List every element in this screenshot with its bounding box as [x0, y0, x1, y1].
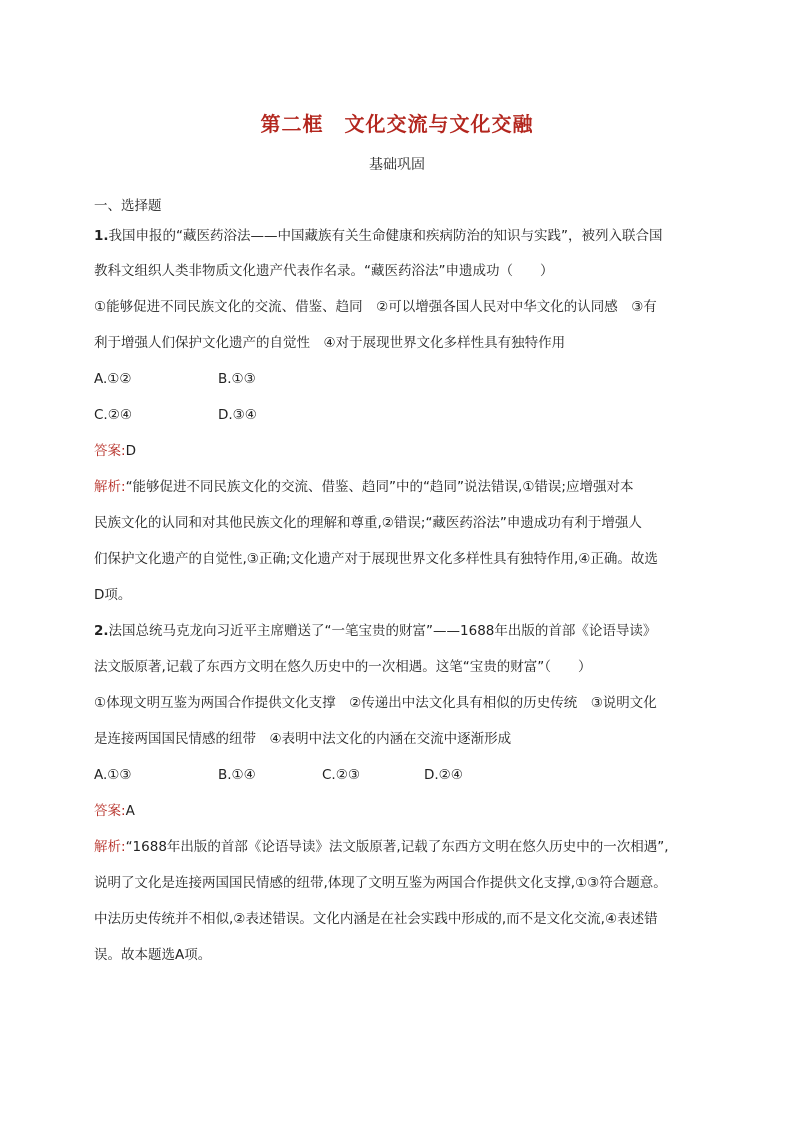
q2-analysis-label: 解析:: [94, 839, 126, 855]
section-heading: 一、选择题: [94, 198, 162, 214]
q2-analysis-line1: 解析:“1688年出版的首部《论语导读》法文版原著,记载了东西方文明在悠久历史中的一次相遇”,: [94, 839, 669, 855]
q2-answer-label: 答案:: [94, 803, 126, 819]
q2-items-line1: ①体现文明互鉴为两国合作提供文化支撑 ②传递出中法文化具有相似的历史传统 ③说明文化: [94, 695, 657, 711]
q1-stem-line1: 1.我国申报的“藏医药浴法——中国藏族有关生命健康和疾病防治的知识与实践”，被列入联合国: [94, 228, 663, 244]
q2-option-d: D.②④: [424, 767, 463, 783]
q1-items-line1: ①能够促进不同民族文化的交流、借鉴、趋同 ②可以增强各国人民对中华文化的认同感 ③有: [94, 299, 657, 315]
q2-analysis-line2: 说明了文化是连接两国国民情感的纽带,体现了文明互鉴为两国合作提供文化支撑,①③符合题意。: [94, 875, 667, 891]
q1-answer: [94, 441, 704, 461]
q2-option-b: B.①④: [218, 767, 256, 783]
q1-stem-line2: 教科文组织人类非物质文化遗产代表作名录。“藏医药浴法”申遗成功（ ）: [94, 263, 554, 279]
q1-analysis-line4: D项。: [94, 587, 132, 603]
q1-number: 1.: [94, 228, 109, 244]
page-title: 第二框 文化交流与文化交融: [260, 112, 534, 136]
q1-analysis-line3: 们保护文化遗产的自觉性,③正确;文化遗产对于展现世界文化多样性具有独特作用,④正确。故选: [94, 551, 658, 567]
q2-option-c: C.②③: [322, 767, 360, 783]
q2-stem-line1: 2.法国总统马克龙向习近平主席赠送了“一笔宝贵的财富”——1688年出版的首部《论语导读》: [94, 623, 657, 639]
q1-analysis-line1: 解析:“能够促进不同民族文化的交流、借鉴、趋同”中的“趋同”说法错误,①错误;应增强对本: [94, 479, 634, 495]
q1-items-line2: 利于增强人们保护文化遗产的自觉性 ④对于展现世界文化多样性具有独特作用: [94, 335, 566, 351]
q1-option-d: D.③④: [218, 407, 257, 423]
q2-answer-value: A: [125, 803, 135, 819]
q2-number: 2.: [94, 623, 109, 639]
section-subtitle: 基础巩固: [369, 157, 425, 173]
q2-items-line2: 是连接两国国民情感的纽带 ④表明中法文化的内涵在交流中逐渐形成: [94, 731, 512, 747]
q2-answer: [94, 801, 704, 821]
q2-option-a: A.①③: [94, 767, 132, 783]
q1-option-c: C.②④: [94, 407, 132, 423]
q2-analysis-line3: 中法历史传统并不相似,②表述错误。文化内涵是在社会实践中形成的,而不是文化交流,④表述错: [94, 911, 658, 927]
q1-answer-value: D: [125, 443, 136, 459]
q2-stem-line2: 法文版原著,记载了东西方文明在悠久历史中的一次相遇。这笔“宝贵的财富”（ ）: [94, 659, 592, 675]
q1-analysis-label: 解析:: [94, 479, 126, 495]
q1-answer-label: 答案:: [94, 443, 126, 459]
q1-analysis-line2: 民族文化的认同和对其他民族文化的理解和尊重,②错误;“藏医药浴法”申遗成功有利于增强人: [94, 515, 642, 531]
q2-analysis-line4: 误。故本题选A项。: [94, 947, 212, 963]
q1-option-a: A.①②: [94, 371, 132, 387]
q1-option-b: B.①③: [218, 371, 256, 387]
